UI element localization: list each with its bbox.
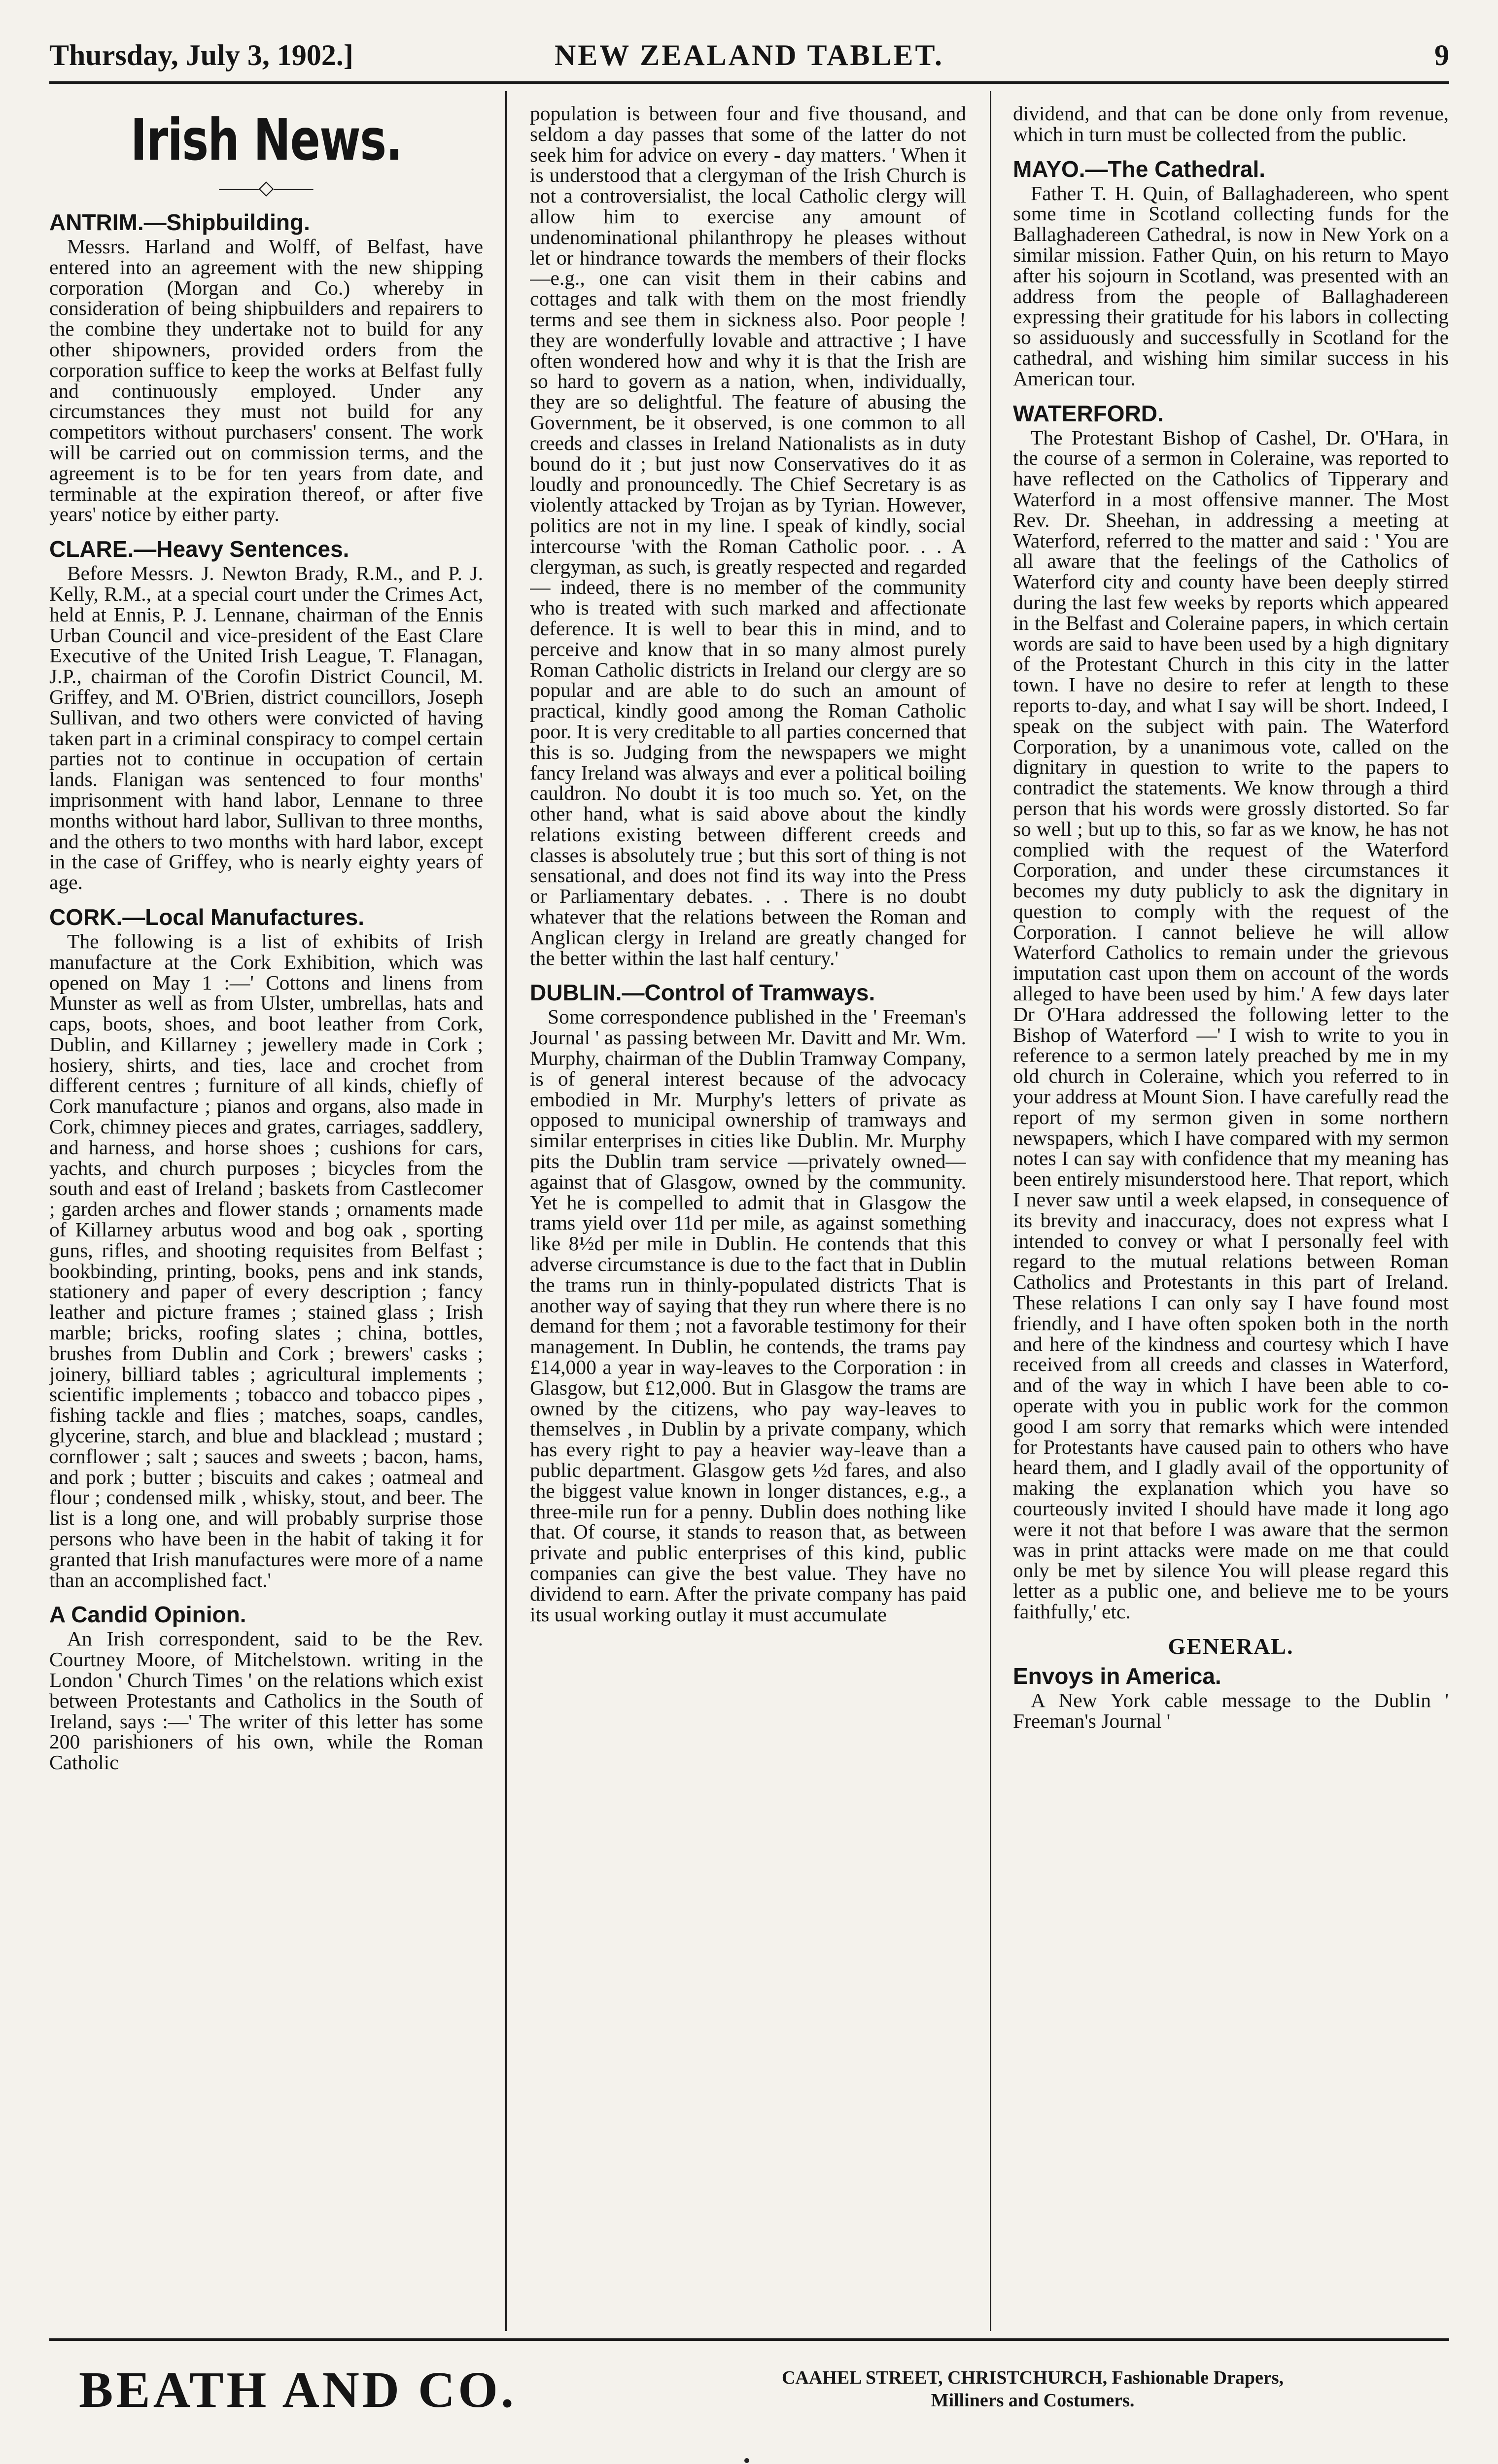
article-dublin: Some correspondence published in the ' Freeman's Journal ' as passing between Mr. Davitt and Mr. Wm. Murphy, chairman of the Dublin Tramway Company, is of general interest because of the advocacy embodied in Mr. Murphy's letters of private as opposed to municipal ownership of tramways and similar enterprises in cities like Dublin. Mr. Murphy pits the Dublin tram service —privately owned—against that of Glasgow, owned by the community. Yet he is compelled to admit that in Glasgow the trams yield over 11d per mile, as against something like 8½d per mile in Dublin. He contends that this adverse circumstance is due to the fact that in Dublin the trams run in thinly-populated districts That is another way of saying that they run where there is no demand for them ; not a favorable testimony for their management. In Dublin, he contends, the trams pay £14,000 a year in way-leaves to the Corporation : in Glasgow, but £12,000. But in Glasgow the trams are owned by the citizens, who pay way-leaves to themselves , in Dublin by a private company, which has every right to pay a heavier way-leave than a public department. Glasgow gets ½d fares, and also the biggest value known in longer distances, e.g., a three-mile run for a penny. Dublin does nothing like that. Of course, it stands to reason that, as between private and public enterprises of this kind, public companies can give the best value. They have no dividend to earn. After the private company has paid its usual working outlay it must accumulate (530, 1005, 966, 1626)
heading-dublin: DUBLIN.—Control of Tramways. (530, 980, 875, 1006)
column-2 (530, 103, 966, 2324)
heading-general: GENERAL. (1168, 1633, 1294, 1659)
footer-rule (49, 2338, 1449, 2341)
section-title: Irish News. (130, 107, 402, 173)
article-envoys-in-america: A New York cable message to the Dublin ' Freeman's Journal ' (1013, 1688, 1449, 1732)
advert-trade-line: Milliners and Costumers. (931, 2390, 1135, 2411)
heading-envoys-in-america: Envoys in America. (1013, 1663, 1221, 1689)
column-3 (1013, 103, 1449, 2324)
advert-brand-name: BEATH AND CO. (79, 2361, 517, 2418)
article-waterford: The Protestant Bishop of Cashel, Dr. O'Hara, in the course of a sermon in Coleraine, was reported to have reflected on the Catholics of Tipperary and Waterford in a most offensive manner. The Most Rev. Dr. Sheehan, in addressing a meeting at Waterford, referred to the matter and said : ' You are all aware that the feelings of the Catholics of Waterford city and county have been deeply stirred during the last few weeks by reports which appeared in the Belfast and Coleraine papers, in which certain words are said to have been used by a high dignitary of the Protestant Church in this city in the latter town. I have no desire to refer at length to these reports to-day, and what I say will be short. Indeed, I speak on the subject with pain. The Waterford Corporation, by a unanimous vote, called on the dignitary in question to write to the papers to contradict the statements. We know through a third person that his words were grossly distorted. So far so well ; but up to this, so far as we know, he has not complied with the request of the Waterford Corporation, and under these circumstances it becomes my duty publicly to ask the dignitary in question to comply with the request of the Corporation. I cannot believe he will allow Waterford Catholics to remain under the grievous imputation cast upon them on account of the words alleged to have been used by him.' A few days later Dr O'Hara addressed the following letter to the Bishop of Waterford —' I wish to write to you in reference to a sermon lately preached by me in my old church in Coleraine, which you referred to in your address at Mount Sion. I have carefully read the report of my sermon given in some northern newspapers, which I have compared with my sermon notes I can say with confidence that my meaning has been entirely misunderstood here. That report, which I never saw until a week elapsed, in consequence of its brevity and inaccuracy, does not express what I intended to convey or what I personally feel with regard to the mutual relations between Roman Catholics and Protestants in this part of Ireland. These relations I can only say I have found most friendly, and I have often spoken both in the north and here of the kindness and courtesy which I have received from all creeds and classes in Waterford, and of the way in which I have been able to co-operate with you in public work for the common good I am sorry that remarks which were intended for Protestants have caused pain to others who have heard them, and I gladly avail of the opportunity of making the explanation which you have so courteously invited I should have made it long ago were it not that before I was aware that the sermon was in print attacks were made on me that could only be met by silence You will please regard this letter as a public one, and believe me to be yours faithfully,' etc. (1013, 426, 1449, 1623)
issue-date: Thursday, July 3, 1902.] (49, 39, 353, 71)
column-rule-1 (505, 91, 507, 2331)
heading-clare: CLARE.—Heavy Sentences. (49, 536, 349, 562)
article-clare: Before Messrs. J. Newton Brady, R.M., and P. J. Kelly, R.M., at a special court under the Crimes Act, held at Ennis, P. J. Lennane, chairman of the Ennis Urban Council and vice-president of the East Clare Executive of the United Irish League, T. Flanagan, J.P., chairman of the Corofin District Council, M. Griffey, and M. O'Brien, district councillors, Joseph Sullivan, and two others were convicted of having taken part in a criminal conspiracy to compel certain parties not to continue in occupation of certain lands. Flanigan was sentenced to four months' imprisonment with hand labor, Lennane to three months without hard labor, Sullivan to three months, and the others to two months with hard labor, except in the case of Griffey, who is nearly eighty years of age. (49, 562, 483, 894)
column-rule-2 (990, 91, 991, 2331)
article-dublin-continued: dividend, and that can be done only from revenue, which in turn must be collected from the public. (1013, 103, 1449, 145)
article-candid-opinion: An Irish correspondent, said to be the Rev. Courtney Moore, of Mitchelstown. writing in the London ' Church Times ' on the relations which exist between Protestants and Catholics in the South of Ireland, says :—' The writer of this letter has some 200 parishioners of his own, while the Roman Catholic (49, 1627, 483, 1774)
heading-cork: CORK.—Local Manufactures. (49, 904, 364, 930)
page-number: 9 (1434, 39, 1449, 71)
ornament-divider: ——◇—— (219, 176, 314, 199)
header-rule (49, 81, 1449, 84)
footer-advertisement (49, 2361, 1449, 2449)
heading-candid-opinion: A Candid Opinion. (49, 1602, 246, 1628)
running-header (49, 38, 1449, 78)
article-candid-opinion-continued: population is between four and five thousand, and seldom a day passes that some of the latter do not seek him for advice on every - day matters. ' When it is understood that a clergyman of the Irish Church is not a controversialist, the local Catholic clergy will allow him to exercise any amount of undenominational philanthropy he pleases without let or hindrance towards the members of their flocks—e.g., one can visit them in their cabins and cottages and talk with them on the most friendly terms and see them in sickness also. Poor people ! they are wonderfully lovable and attractive ; I have often wondered how and why it is that the Irish are so hard to govern as a nation, when, individually, they are so delightful. The feature of abusing the Government, be it observed, is one common to all creeds and classes in Ireland Nationalists as in duty bound do it ; but just now Conservatives do it as loudly and pronouncedly. The Chief Secretary is as violently attacked by Trojan as by Tyrian. However, politics are not in my line. I speak of kindly, social intercourse 'with the Roman Catholic poor. . . A clergyman, as such, is greatly respected and regarded — indeed, there is no member of the community who is treated with such marked and affectionate deference. It is well to bear this in mind, and to perceive and know that in so many almost purely Roman Catholic districts in Ireland our clergy are so popular and are able to do such an amount of practical, kindly good among the Roman Catholic poor. It is very creditable to all parties concerned that this is so. Judging from the newspapers we might fancy Ireland was always and ever a political boiling cauldron. No doubt it is too much so. Yet, on the other hand, what is said above about the kindly relations existing between different creeds and classes is absolutely true ; but this sort of thing is not sensational, and does not find its way into the Press or Parliamentary debates. . . There is no doubt whatever that the relations between the Roman and Anglican clergy in Ireland are greatly changed for the better within the last half century.' (530, 103, 966, 969)
heading-mayo: MAYO.—The Cathedral. (1013, 156, 1266, 182)
article-antrim: Messrs. Harland and Wolff, of Belfast, have entered into an agreement with the new shipping corporation (Morgan and Co.) whereby in consideration of being shipbuilders and repairers to the combine they undertake not to build for any other shipowners, provided orders from the corporation suffice to keep the works at Belfast fully and continuously employed. Under any circumstances they must not build for any competitors without purchasers' consent. The work will be carried out on commission terms, and the agreement is to be for ten years from date, and terminable at the expiration thereof, or after five years' notice by either party. (49, 235, 483, 526)
page-dot-mark (744, 2458, 749, 2463)
heading-antrim: ANTRIM.—Shipbuilding. (49, 209, 310, 235)
article-mayo: Father T. H. Quin, of Ballaghadereen, who spent some time in Scotland collecting funds for the Ballaghadereen Cathedral, is now in New York on a similar mission. Father Quin, on his return to Mayo after his sojourn in Scotland, was presented with an address from the people of Ballaghadereen expressing their gratitude for his labors in collecting so assiduously and successfully in Scotland for the cathedral, and wishing him similar success in his American tour. (1013, 181, 1449, 390)
article-cork: The following is a list of exhibits of Irish manufacture at the Cork Exhibition, which was opened on May 1 :—' Cottons and linens from Munster as well as from Ulster, umbrellas, hats and caps, boots, shoes, and boot leather from Cork, Dublin, and Killarney ; jewellery made in Cork ; hosiery, shirts, and ties, lace and crochet from different centres ; furniture of all kinds, chiefly of Cork manufacture ; pianos and organs, also made in Cork, chimney pieces and grates, carriages, saddlery, and harness, and horse shoes ; cushions for cars, yachts, and church purposes ; bicycles from the south and east of Ireland ; baskets from Castlecomer ; garden arches and flower stands ; ornaments made of Killarney arbutus wood and bog oak , sporting guns, rifles, and shooting requisites from Belfast ; bookbinding, printing, books, pens and ink stands, stationery and paper of every description ; fancy leather and picture frames ; stained glass ; Irish marble; bricks, roofing slates ; china, bottles, brushes from Dublin and Cork ; brewers' casks ; joinery, billiard tables ; agricultural implements ; scientific implements ; tobacco and tobacco pipes , fishing tackle and flies ; matches, soaps, candles, glycerine, starch, and blue and blacklead ; mustard ; cornflower ; salt ; sauces and sweets ; bacon, hams, and pork ; butter ; biscuits and cakes ; oatmeal and flour ; condensed milk , whisky, stout, and beer. The list is a long one, and will probably surprise those persons who have been in the habit of taking it for granted that Irish manufactures were more of a name than an accomplished fact.' (49, 929, 483, 1591)
advert-address-line: CAAHEL STREET, CHRISTCHURCH, Fashionable Drapers, (781, 2367, 1284, 2388)
column-1 (49, 103, 483, 2324)
advert-address-block (697, 2366, 1368, 2412)
heading-waterford: WATERFORD. (1013, 400, 1164, 426)
publication-title: NEW ZEALAND TABLET. (554, 39, 944, 71)
